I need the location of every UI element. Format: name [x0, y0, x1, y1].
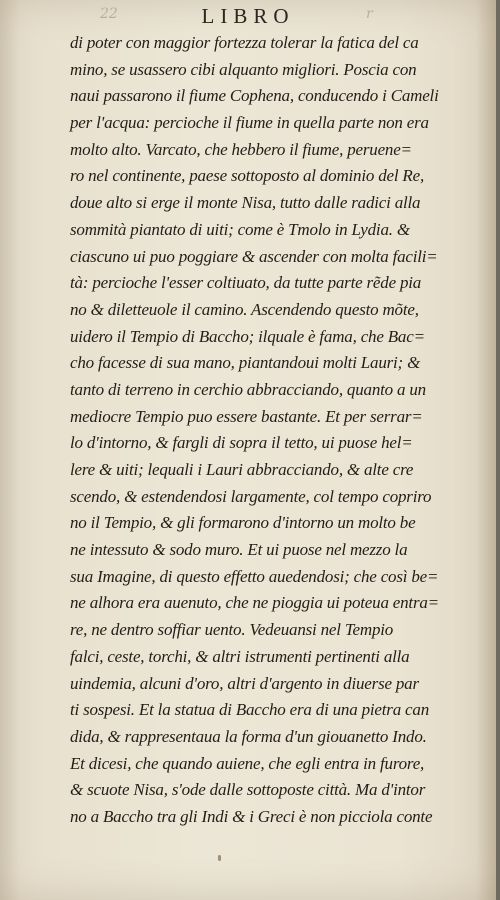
text-line: ciascuno ui puo poggiare & ascender con molta facili= — [70, 246, 438, 266]
text-line: ne alhora era auenuto, che ne pioggia ui poteua entra= — [70, 593, 439, 613]
text-line: lo d'intorno, & fargli di sopra il tetto, ui puose hel= — [70, 433, 413, 453]
text-line: di poter con maggior fortezza tolerar la fatica del ca — [70, 33, 419, 52]
text-line: cho facesse di sua mano, piantandoui molti Lauri; & — [70, 353, 421, 373]
text-line: ro nel continente, paese sottoposto al dominio del Re, — [70, 166, 425, 186]
text-line: uidero il Tempio di Baccho; ilquale è fama, che Bac= — [70, 326, 425, 346]
text-line: lere & uiti; lequali i Lauri abbracciando, & alte cre — [70, 460, 414, 479]
text-line: no il Tempio, & gli formarono d'intorno un molto be — [70, 513, 416, 533]
text-line: & scuote Nisa, s'ode dalle sottoposte città. Ma d'intor — [70, 780, 426, 800]
text-line: ti sospesi. Et la statua di Baccho era di una pietra can — [70, 700, 429, 720]
text-line: no & diletteuole il camino. Ascendendo questo mõte, — [70, 299, 419, 319]
text-line: Et dicesi, che quando auiene, che egli entra in furore, — [70, 753, 425, 773]
text-line: sua Imagine, di questo effetto auedendosi; che così be= — [70, 566, 439, 586]
show-through-page-number: 22 — [100, 6, 118, 22]
show-through-mark: r — [366, 6, 373, 22]
text-line: falci, ceste, torchi, & altri istrumenti pertinenti alla — [70, 646, 410, 666]
text-line: tanto di terreno in cerchio abbracciando, quanto a un — [70, 379, 426, 399]
text-line: molto alto. Varcato, che hebbero il fiume, peruene= — [70, 139, 412, 159]
text-line: tà: percioche l'esser coltiuato, da tutte parte rẽde pia — [70, 273, 422, 293]
running-head: LIBRO — [201, 4, 295, 28]
text-line: per l'acqua: percioche il fiume in quella parte non era — [70, 113, 429, 133]
paper-speck — [218, 855, 221, 861]
text-line: mino, se usassero cibi alquanto migliori. Poscia con — [70, 59, 417, 79]
text-line: naui passarono il fiume Cophena, conducendo i Cameli — [70, 86, 439, 106]
text-line: mediocre Tempio puo essere bastante. Et per serrar= — [70, 406, 423, 426]
text-line: re, ne dentro soffiar uento. Vedeuansi nel Tempio — [70, 620, 394, 640]
text-line: scendo, & estendendosi largamente, col tempo copriro — [70, 486, 432, 506]
text-line: ne intessuto & sodo muro. Et ui puose nel mezzo la — [70, 540, 408, 560]
text-line: uindemia, alcuni d'oro, altri d'argento in diuerse par — [70, 673, 419, 693]
text-line: no a Baccho tra gli Indi & i Greci è non picciola conte — [70, 806, 433, 826]
text-block — [70, 30, 488, 831]
text-line: doue alto si erge il monte Nisa, tutto dalle radici alla — [70, 193, 421, 213]
text-line: dida, & rappresentaua la forma d'un giouanetto Indo. — [70, 726, 427, 746]
text-line: sommità piantato di uiti; come è Tmolo in Lydia. & — [70, 219, 410, 239]
